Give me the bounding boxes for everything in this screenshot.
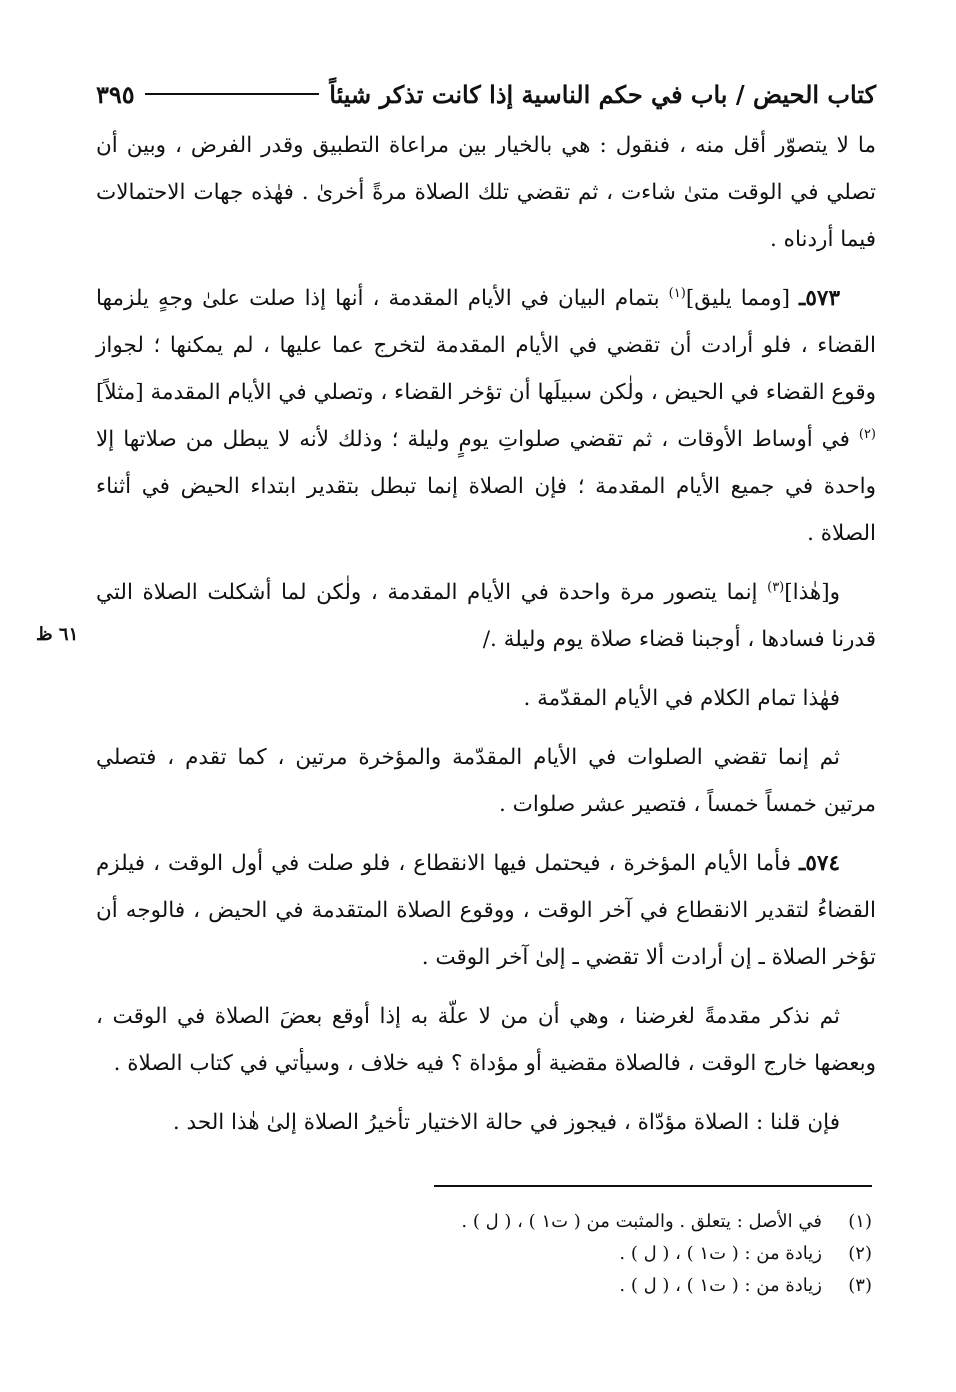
footnote-ref[interactable]: (٣)	[767, 579, 785, 595]
paragraph-text: و[هٰذا]	[784, 580, 841, 605]
paragraph-text: فإن قلنا : الصلاة مؤدّاة ، فيجوز في حالة الاختيار تأخيرُ الصلاة إلىٰ هٰذا الحد .	[172, 1110, 840, 1135]
paragraph	[96, 675, 876, 722]
footnote-number: (١)	[848, 1211, 872, 1232]
paragraph-574	[96, 840, 876, 981]
paragraph-text: فأما الأيام المؤخرة ، فيحتمل فيها الانقطاع ، فلو صلت في أول الوقت ، فيلزم القضاءُ لتقدير الانقطاع في آخر الوقت ، ووقوع الصلاة المتقدمة في الحيض ، فالوجه أن تؤخر الصلاة ـ إن أرادت ألا تقضي ـ إلىٰ آخر الوقت .	[96, 851, 876, 970]
paragraph-text: إنما يتصور مرة واحدة في الأيام المقدمة ، ولٰكن لما أشكلت الصلاة التي قدرنا فسادها ، أوجبنا قضاء صلاة يوم وليلة ./	[96, 580, 876, 652]
paragraph	[96, 569, 876, 663]
footnote-separator	[434, 1185, 872, 1187]
chapter-title: كتاب الحيض / باب في حكم الناسية إذا كانت تذكر شيئاً	[329, 79, 876, 109]
paragraph-text: في أوساط الأوقات ، ثم تقضي صلواتِ يومٍ وليلة ؛ وذلك لأنه لا يبطل من صلاتها إلا واحدة في جميع الأيام المقدمة ؛ فإن الصلاة إنما تبطل بتقدير ابتداء الحيض في أثناء الصلاة .	[96, 427, 876, 546]
paragraph-text: بتمام البيان في الأيام المقدمة ، أنها إذا صلت علىٰ وجهٍ يلزمها القضاء ، فلو أرادت أن تقضي في الأيام المقدمة لتخرج عما عليها ، لم يمكنها ؛ لجواز وقوع القضاء في الحيض ، ولٰكن سبيلَها أن تؤخر القضاء ، وتصلي في الأيام المقدمة [مثلاً]	[96, 286, 876, 405]
paragraph-text: ثم نذكر مقدمةً لغرضنا ، وهي أن من لا علّة به إذا أوقع بعضَ الصلاة في الوقت ، وبعضها خارج الوقت ، فالصلاة مقضية أو مؤداة ؟ فيه خلاف ، وسيأتي في كتاب الصلاة .	[96, 1004, 876, 1076]
paragraph	[96, 122, 876, 263]
footnote-ref[interactable]: (١)	[668, 285, 686, 301]
footnote	[96, 1270, 872, 1302]
footnote-number: (٣)	[848, 1275, 872, 1296]
paragraph-573	[96, 275, 876, 557]
footnote-text: زيادة من : ( ت١ ) ، ( ل ) .	[619, 1275, 822, 1296]
header-rule	[145, 93, 320, 95]
footnote-ref[interactable]: (٢)	[858, 426, 876, 442]
paragraph	[96, 993, 876, 1087]
footnote	[96, 1206, 872, 1238]
footnotes	[96, 1206, 872, 1302]
footnote-text: في الأصل : يتعلق . والمثبت من ( ت١ ) ، ( ل ) .	[461, 1211, 822, 1232]
paragraph-text: ما لا يتصوّر أقل منه ، فنقول : هي بالخيار بين مراعاة التطبيق وقدر الفرض ، وبين أن تصلي في الوقت متىٰ شاءت ، ثم تقضي تلك الصلاة مرةً أخرىٰ . فهٰذه جهات الاحتمالات فيما أردناه .	[96, 133, 876, 252]
paragraph-text: ثم إنما تقضي الصلوات في الأيام المقدّمة والمؤخرة مرتين ، كما تقدم ، فتصلي مرتين خمساً خمساً ، فتصير عشر صلوات .	[96, 745, 876, 817]
footnote-number: (٢)	[848, 1243, 872, 1264]
running-header	[96, 74, 876, 114]
section-number: ٥٧٣ـ	[799, 286, 840, 311]
paragraph-text: فهٰذا تمام الكلام في الأيام المقدّمة .	[523, 686, 840, 711]
paragraph	[96, 1099, 876, 1146]
paragraph-text: [ومما يليق]	[685, 286, 800, 311]
page-number: ٣٩٥	[96, 79, 135, 109]
margin-folio-note: ٦١ ظ	[36, 624, 79, 645]
main-text	[96, 122, 876, 1146]
paragraph	[96, 734, 876, 828]
footnote-text: زيادة من : ( ت١ ) ، ( ل ) .	[619, 1243, 822, 1264]
section-number: ٥٧٤ـ	[799, 851, 840, 876]
footnote	[96, 1238, 872, 1270]
